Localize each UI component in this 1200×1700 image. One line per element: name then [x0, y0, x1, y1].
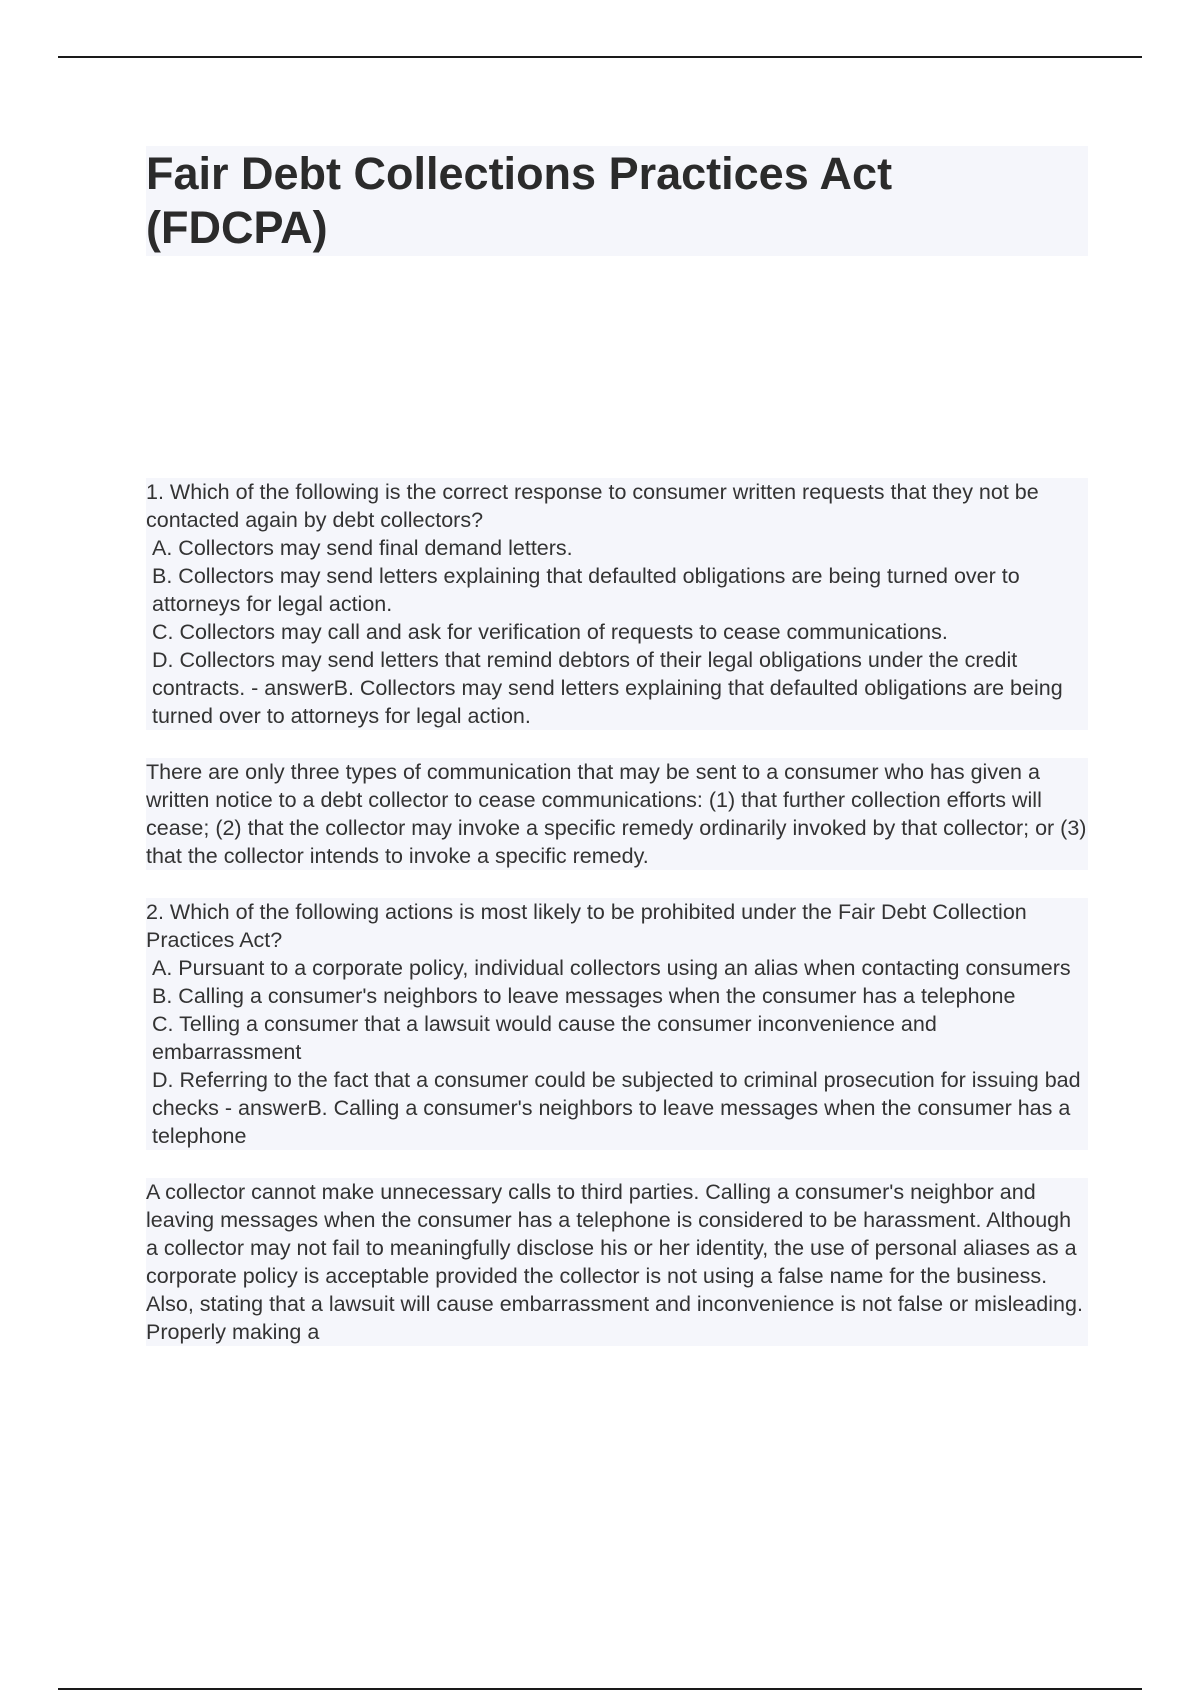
paragraph-spacer — [0, 870, 1200, 898]
title-block — [146, 146, 1088, 256]
question-2-explanation: A collector cannot make unnecessary calls to third parties. Calling a consumer's neighbor and leaving messages when the consumer has a telephone is considered to be harassment. Although a collector may not fail to meaningfully disclose his or her identity, the use of personal aliases as a corporate policy is acceptable provided the collector is not using a false name for the business. Also, stating that a lawsuit will cause embarrassment and inconvenience is not false or misleading. Properly making a — [146, 1180, 1083, 1344]
title-line-1: Fair Debt Collections Practices Act — [146, 148, 893, 199]
question-1-option-b: B. Collectors may send letters explaining that defaulted obligations are being turned over to attorneys for legal action. — [152, 564, 1020, 616]
bottom-rule — [58, 1688, 1142, 1690]
paragraph-spacer — [0, 1150, 1200, 1178]
question-1-explanation: There are only three types of communication that may be sent to a consumer who has given a written notice to a debt collector to cease communications: (1) that further collection efforts will cease; (2) that the collector may invoke a specific remedy ordinarily invoked by that collector; or (3) that the collector intends to invoke a specific remedy. — [146, 760, 1087, 868]
question-1 — [146, 478, 1088, 730]
question-2-text: 2. Which of the following actions is most likely to be prohibited under the Fair Debt Collection Practices Act? — [146, 900, 1027, 952]
title-line-2: (FDCPA) — [146, 202, 328, 253]
question-1-option-a: A. Collectors may send final demand letters. — [152, 536, 573, 560]
page-title — [146, 146, 1088, 255]
question-1-option-c: C. Collectors may call and ask for verification of requests to cease communications. — [152, 620, 948, 644]
question-1-text: 1. Which of the following is the correct response to consumer written requests that they not be contacted again by debt collectors? — [146, 480, 1039, 532]
question-2-option-d: D. Referring to the fact that a consumer could be subjected to criminal prosecution for issuing bad checks - answerB. Calling a consumer's neighbors to leave messages when the consumer has a telephone — [152, 1068, 1081, 1148]
top-rule — [58, 56, 1142, 58]
question-2-option-a: A. Pursuant to a corporate policy, individual collectors using an alias when contacting consumers — [152, 956, 1071, 980]
paragraph-spacer — [0, 730, 1200, 758]
document-body — [146, 478, 1088, 1346]
question-2 — [146, 898, 1088, 1150]
question-2-option-c: C. Telling a consumer that a lawsuit would cause the consumer inconvenience and embarrassment — [152, 1012, 937, 1064]
question-2-option-b: B. Calling a consumer's neighbors to leave messages when the consumer has a telephone — [152, 984, 1016, 1008]
question-1-option-d: D. Collectors may send letters that remind debtors of their legal obligations under the credit contracts. - answerB. Collectors may send letters explaining that defaulted obligations are being turned over to attorneys for legal action. — [152, 648, 1063, 728]
